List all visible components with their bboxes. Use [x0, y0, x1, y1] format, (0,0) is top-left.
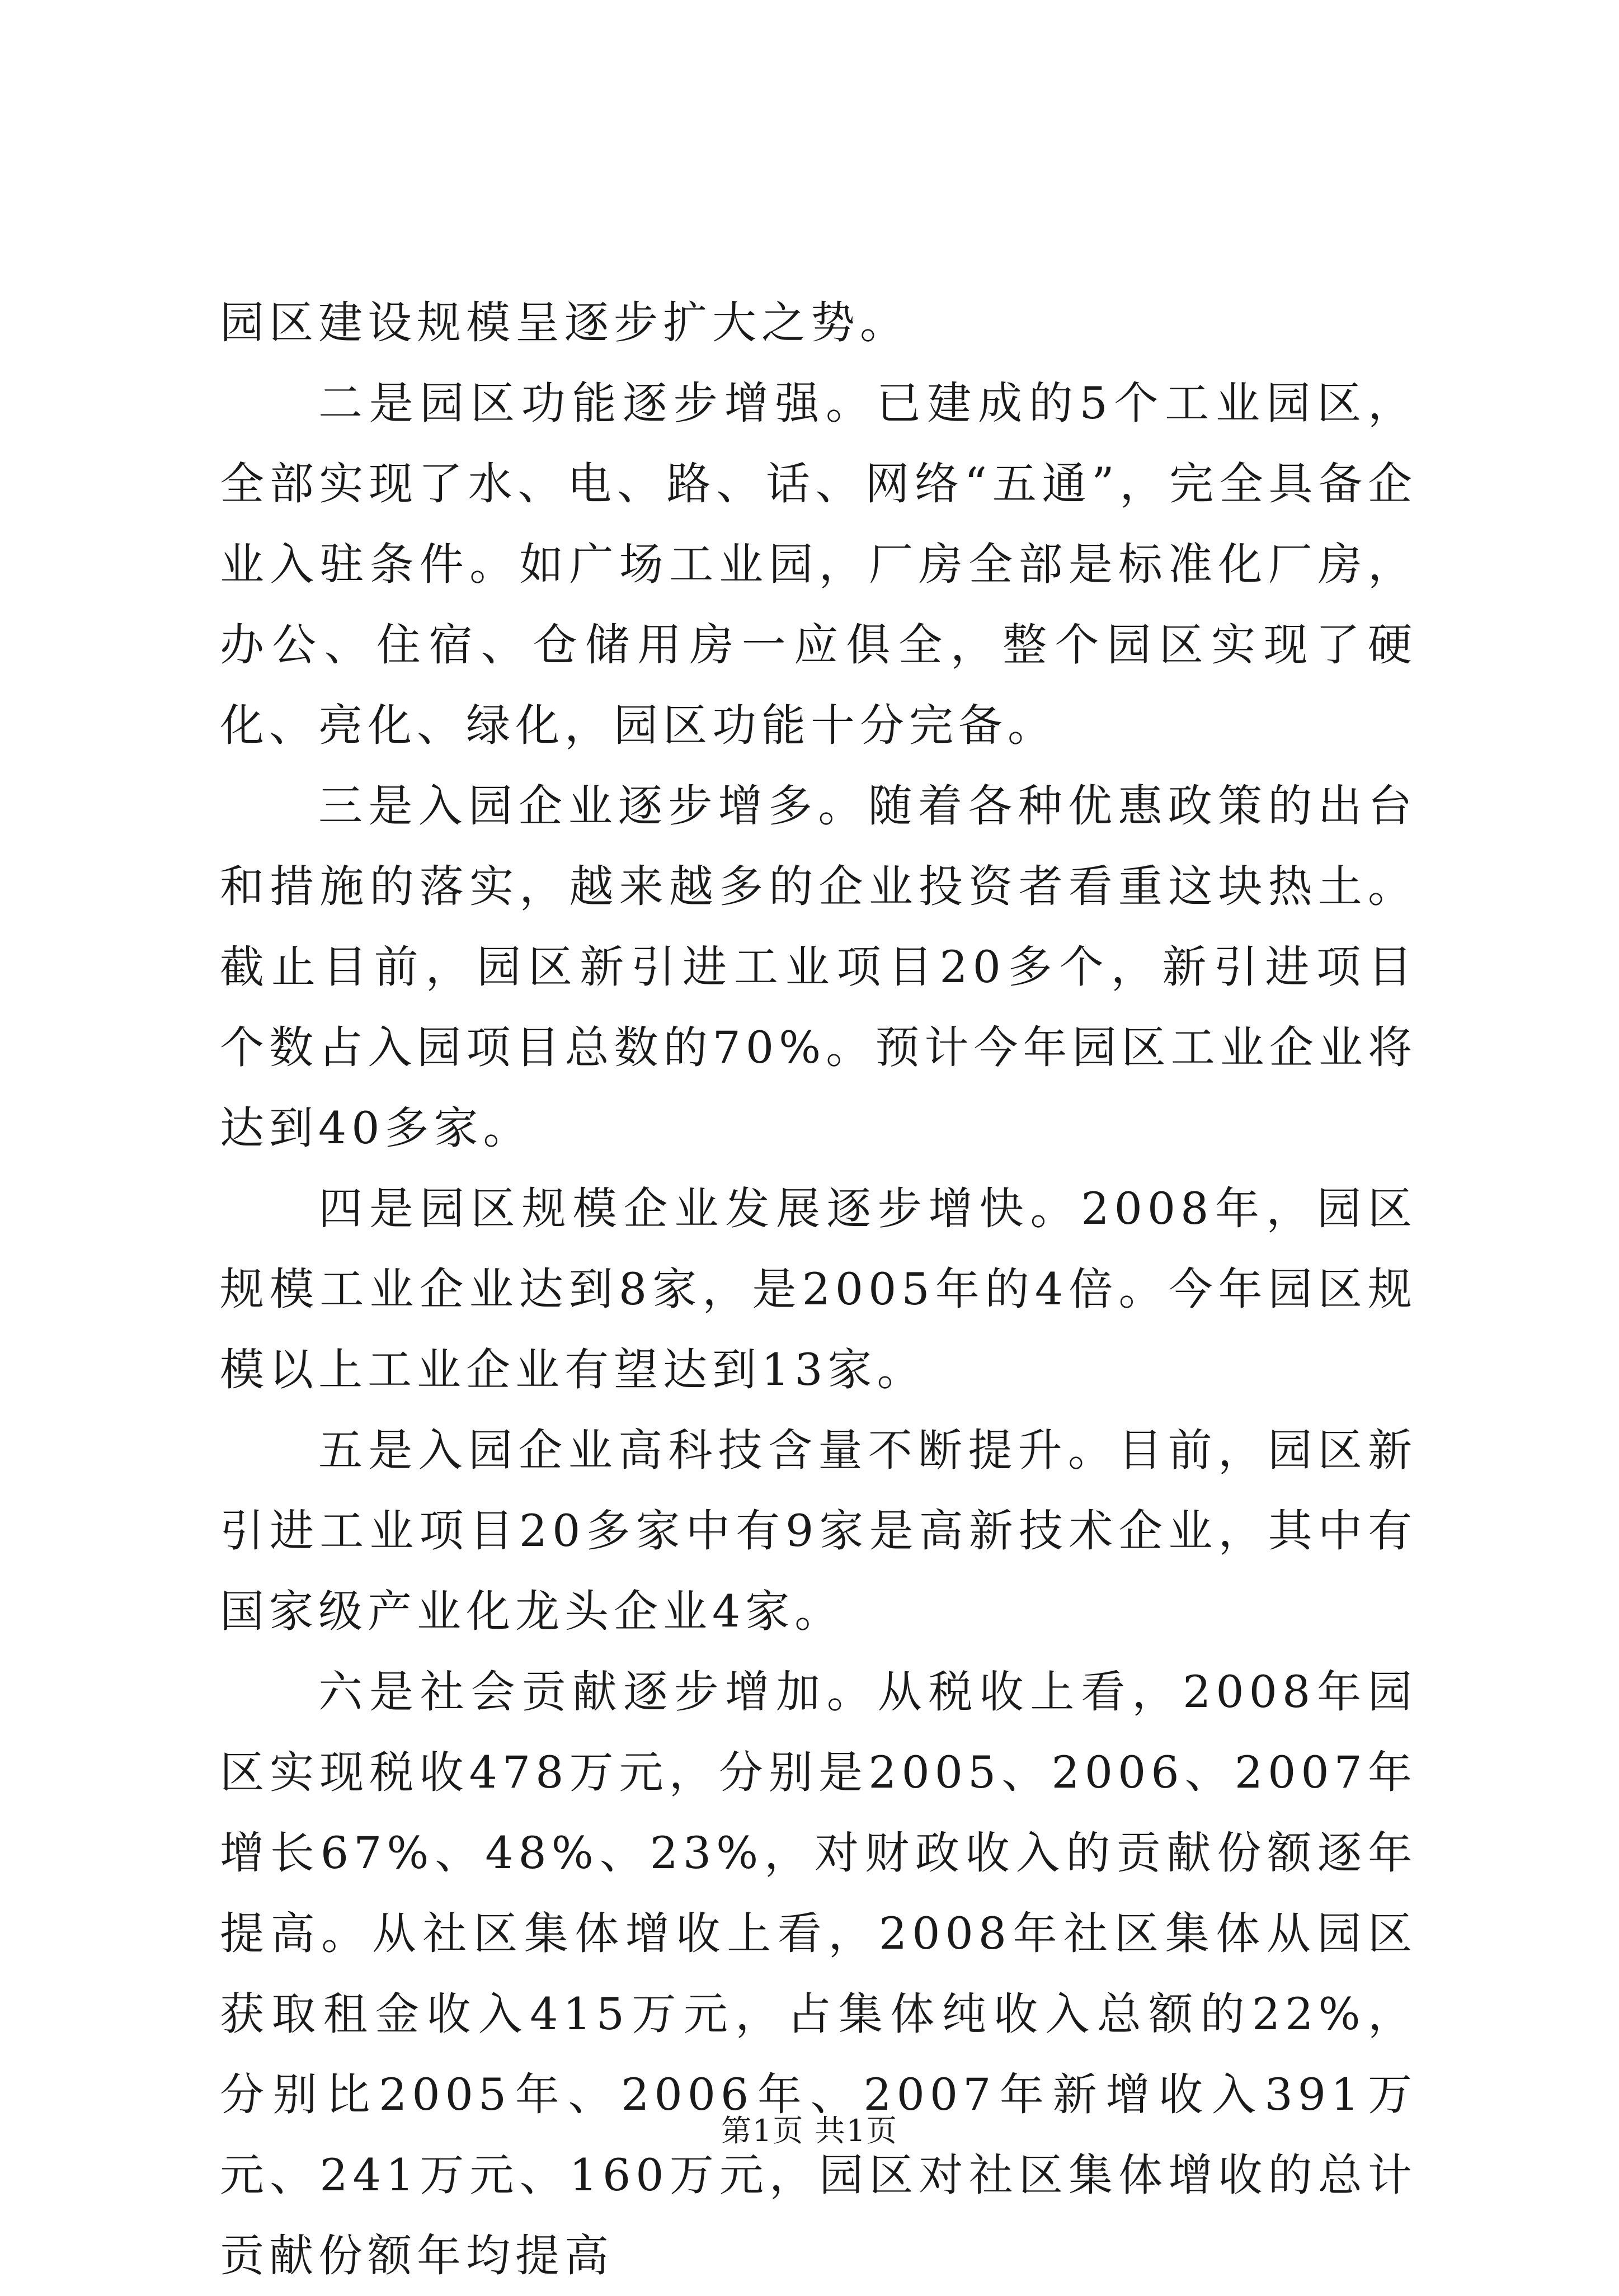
document-body: [220, 282, 1417, 2296]
page-footer: 第1页 共1页: [721, 2113, 898, 2148]
paragraph-continuation: 园区建设规模呈逐步扩大之势。: [220, 297, 909, 348]
paragraph-high-tech: 五是入园企业高科技含量不断提升。目前，园区新引进工业项目20多家中有9家是高新技术企业，其中有国家级产业化龙头企业4家。: [220, 1425, 1417, 1637]
paragraph-enterprise-growth: 三是入园企业逐步增多。随着各种优惠政策的出台和措施的落实，越来越多的企业投资者看重这块热土。截止目前，园区新引进工业项目20多个，新引进项目个数占入园项目总数的70%。预计今年园区工业企业将达到40多家。: [220, 780, 1417, 1154]
paragraph-park-function: 二是园区功能逐步增强。已建成的5个工业园区，全部实现了水、电、路、话、网络“五通”，完全具备企业入驻条件。如广场工业园，厂房全部是标准化厂房，办公、住宿、仓储用房一应俱全，整个园区实现了硬化、亮化、绿化，园区功能十分完备。: [220, 378, 1417, 751]
paragraph-scale-enterprises: 四是园区规模企业发展逐步增快。2008年，园区规模工业企业达到8家，是2005年的4倍。今年园区规模以上工业企业有望达到13家。: [220, 1183, 1417, 1395]
paragraph-social-contribution: 六是社会贡献逐步增加。从税收上看，2008年园区实现税收478万元，分别是2005、2006、2007年增长67%、48%、23%，对财政收入的贡献份额逐年提高。从社区集体增收上看，2008年社区集体从园区获取租金收入415万元，占集体纯收入总额的22%，分别比2005年、2006年、2007年新增收入391万元、241万元、160万元，园区对社区集体增收的总计贡献份额年均提高: [220, 1666, 1417, 2281]
